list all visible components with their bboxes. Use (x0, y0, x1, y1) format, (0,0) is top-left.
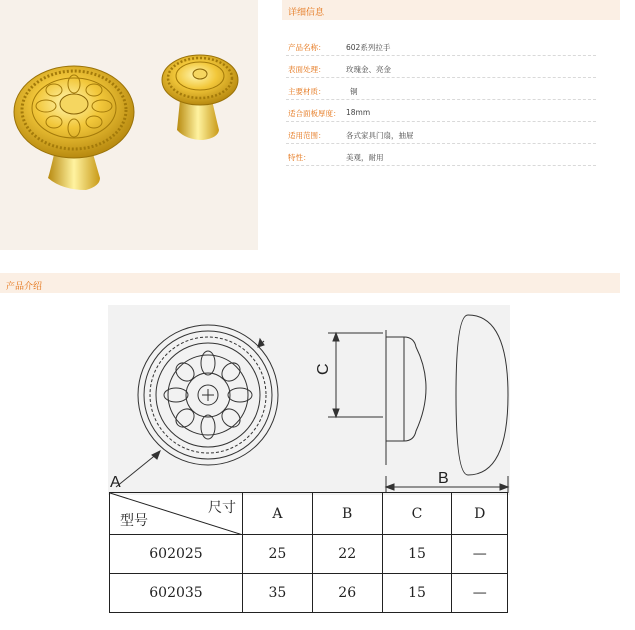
corner-model-label: 型号 (120, 513, 148, 529)
small-knob-image (162, 55, 238, 140)
spec-label: 表面处理： (288, 65, 326, 74)
large-knob-image (14, 66, 134, 190)
spec-row-material (286, 78, 596, 100)
spec-row-finish (286, 56, 596, 78)
detail-header-title: 详细信息 (288, 8, 325, 18)
spec-label: 适用范围： (288, 131, 326, 140)
spec-value: 18mm (346, 108, 371, 117)
spec-value: 玫瑰金、亮金 (346, 65, 391, 74)
table-header-row (110, 493, 508, 535)
product-photo (0, 0, 258, 250)
intro-header-title: 产品介绍 (6, 282, 43, 292)
dimension-table (109, 492, 508, 613)
table-row (110, 535, 508, 574)
spec-label: 特性： (288, 153, 311, 162)
detail-section-header (282, 0, 620, 20)
model-cell: 602025 (110, 535, 243, 574)
column-header-d: D (452, 493, 508, 535)
model-cell: 602035 (110, 574, 243, 613)
value-a-cell: 35 (243, 574, 313, 613)
intro-section-header (0, 273, 620, 293)
value-b-cell: 22 (312, 535, 382, 574)
spec-value: 美观，耐用 (346, 153, 384, 162)
spec-label: 产品名称： (288, 43, 326, 52)
value-d-cell: — (452, 535, 508, 574)
value-b-cell: 26 (312, 574, 382, 613)
value-c-cell: 15 (382, 574, 452, 613)
spec-row-feature (286, 144, 596, 166)
spec-value: 铜 (350, 87, 358, 96)
value-d-cell: — (452, 574, 508, 613)
column-header-b: B (312, 493, 382, 535)
dimension-a-label: A (110, 474, 121, 491)
dimension-c-label: C (315, 363, 332, 375)
spec-value: 602系列拉手 (346, 43, 391, 52)
spec-value: 各式家具门扇，抽屉 (346, 131, 414, 140)
column-header-c: C (382, 493, 452, 535)
corner-size-label: 尺寸 (208, 500, 236, 516)
value-a-cell: 25 (243, 535, 313, 574)
table-corner-cell (110, 493, 243, 535)
spec-row-usage (286, 122, 596, 144)
spec-label: 适合面板厚度： (288, 109, 341, 118)
column-header-a: A (243, 493, 313, 535)
spec-label: 主要材质： (288, 87, 326, 96)
value-c-cell: 15 (382, 535, 452, 574)
table-row (110, 574, 508, 613)
spec-row-thickness (286, 100, 596, 122)
spec-row-name (286, 34, 596, 56)
technical-drawing (108, 305, 510, 495)
dimension-b-label: B (438, 470, 449, 487)
